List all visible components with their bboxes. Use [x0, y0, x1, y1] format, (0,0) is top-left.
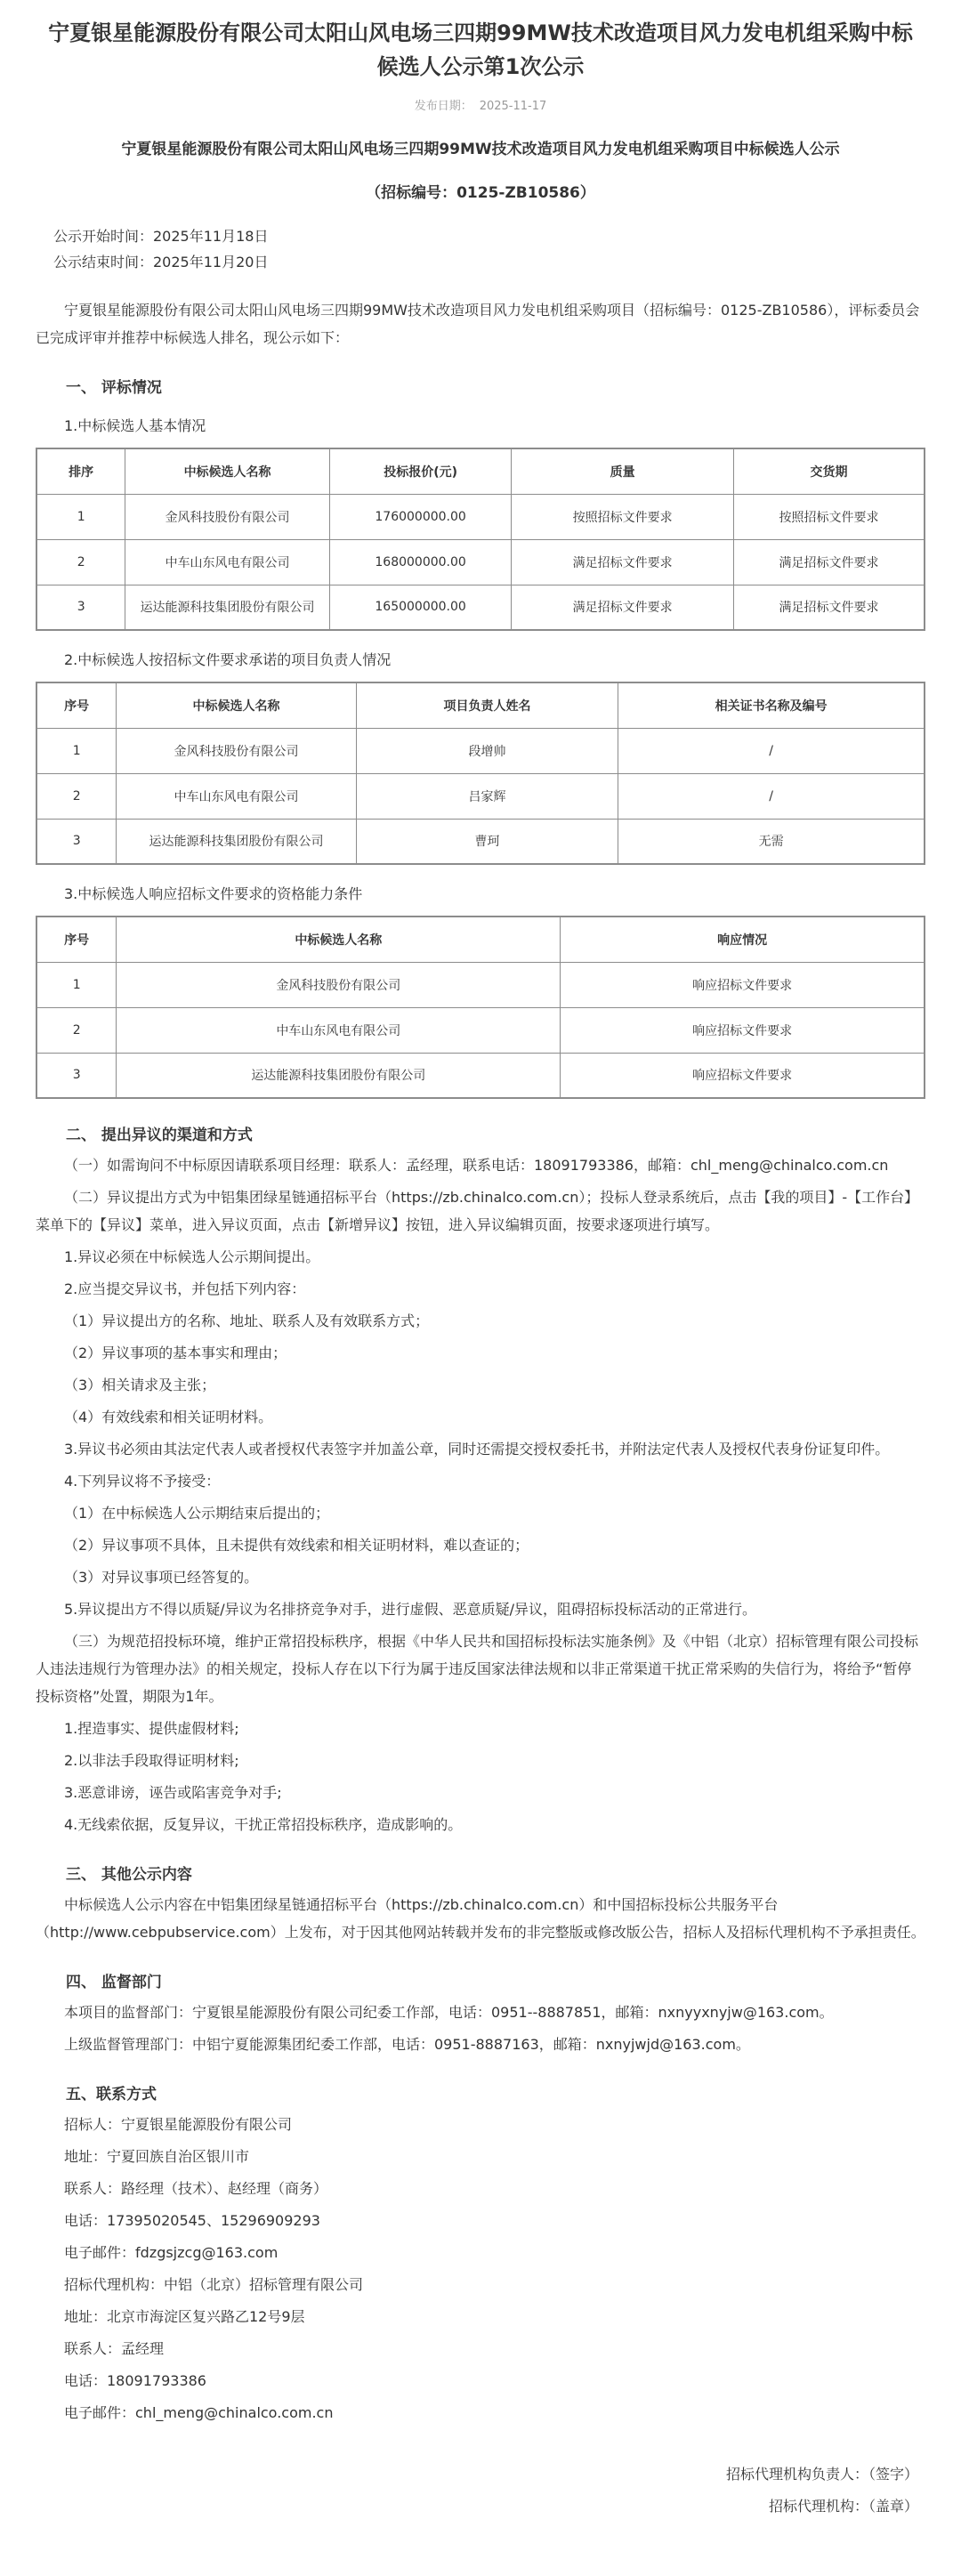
table-cell: 曹珂 [356, 819, 618, 864]
objection-paragraph: 2.以非法手段取得证明材料; [64, 1752, 239, 1769]
section4-heading: 四、 监督部门 [66, 1974, 162, 1991]
section1-sub3-heading: 3.中标候选人响应招标文件要求的资格能力条件 [64, 885, 363, 902]
objection-paragraph: （3）相关请求及主张； [64, 1377, 216, 1393]
section2-heading: 二、 提出异议的渠道和方式 [66, 1126, 253, 1144]
agency-sign-line: 招标代理机构负责人：（签字） [725, 2466, 918, 2483]
table-cell: 1 [36, 728, 117, 773]
notice-subtitle: 宁夏银星能源股份有限公司太阳山风电场三四期99MW技术改造项目风力发电机组采购项目中标候选人公示 [121, 141, 840, 158]
table-row [36, 539, 925, 585]
objection-paragraph: （1）在中标候选人公示期结束后提出的； [64, 1505, 330, 1522]
table-cell: 满足招标文件要求 [512, 539, 734, 585]
contact-line-agency-phone: 电话：18091793386 [64, 2372, 206, 2389]
section5-heading: 五、联系方式 [66, 2086, 157, 2104]
publicity-end-time: 公示结束时间：2025年11月20日 [53, 254, 269, 271]
table-cell: 按照招标文件要求 [512, 494, 734, 539]
qualification-response-table [36, 916, 925, 1099]
candidates-basic-table [36, 448, 925, 631]
section1-sub2-heading: 2.中标候选人按招标文件要求承诺的项目负责人情况 [64, 651, 392, 668]
table-cell: 吕家辉 [356, 773, 618, 819]
table-row [36, 585, 925, 630]
table-cell: 176000000.00 [329, 494, 512, 539]
objection-paragraph: （4）有效线索和相关证明材料。 [64, 1409, 273, 1425]
table-cell: 段增帅 [356, 728, 618, 773]
intro-paragraph: 宁夏银星能源股份有限公司太阳山风电场三四期99MW技术改造项目风力发电机组采购项目（招标编号：0125-ZB10586），评标委员会已完成评审并推荐中标候选人排名，现公示如下： [36, 302, 920, 346]
table-cell: 金风科技股份有限公司 [125, 494, 330, 539]
objection-paragraph: 5.异议提出方不得以质疑/异议为名排挤竞争对手，进行虚假、恶意质疑/异议，阻碍招标投标活动的正常进行。 [64, 1601, 757, 1618]
table-cell: 响应招标文件要求 [561, 962, 925, 1007]
table-cell: / [618, 728, 925, 773]
supervision-paragraph: 本项目的监督部门：宁夏银星能源股份有限公司纪委工作部，电话：0951--8887851，邮箱：nxnyyxnyjw@163.com。 [64, 2004, 834, 2021]
objection-paragraph: （1）异议提出方的名称、地址、联系人及有效联系方式； [64, 1312, 430, 1329]
publicity-period [36, 223, 925, 275]
column-header: 排序 [36, 448, 125, 494]
table-cell: 1 [36, 962, 117, 1007]
objection-paragraph: 1.捏造事实、提供虚假材料; [64, 1720, 239, 1737]
objection-paragraph: 3.恶意诽谤，诬告或陷害竞争对手; [64, 1784, 282, 1801]
section3-heading: 三、 其他公示内容 [66, 1866, 192, 1884]
table-header-row [36, 682, 925, 728]
table-row [36, 494, 925, 539]
signature-block [36, 2459, 925, 2523]
objection-paragraph: 2.应当提交异议书，并包括下列内容： [64, 1280, 306, 1297]
table-cell: 中车山东风电有限公司 [125, 539, 330, 585]
publish-date-row [36, 96, 925, 113]
column-header: 交货期 [733, 448, 925, 494]
column-header: 质量 [512, 448, 734, 494]
column-header: 序号 [36, 682, 117, 728]
column-header: 中标候选人名称 [125, 448, 330, 494]
tender-number: （招标编号：0125-ZB10586） [366, 184, 595, 202]
table-header-row [36, 917, 925, 962]
column-header: 中标候选人名称 [117, 917, 561, 962]
table-row [36, 1007, 925, 1053]
objection-paragraph: （3）对异议事项已经答复的。 [64, 1569, 259, 1586]
objection-paragraph: 3.异议书必须由其法定代表人或者授权代表签字并加盖公章，同时还需提交授权委托书，并附法定代表人及授权代表身份证复印件。 [64, 1441, 890, 1458]
column-header: 项目负责人姓名 [356, 682, 618, 728]
contact-line-tenderer-phone: 电话：17395020545、15296909293 [64, 2212, 320, 2229]
publish-date-label: 发布日期： [414, 100, 472, 113]
contact-line-agency-email: 电子邮件：chl_meng@chinalco.com.cn [64, 2404, 334, 2421]
contact-line-tenderer-contacts: 联系人：路经理（技术）、赵经理（商务） [64, 2180, 328, 2197]
supervision-paragraph: 上级监督管理部门：中铝宁夏能源集团纪委工作部，电话：0951-8887163，邮箱：nxnyjwjd@163.com。 [64, 2036, 750, 2053]
table-row [36, 962, 925, 1007]
table-cell: 金风科技股份有限公司 [117, 962, 561, 1007]
table-header-row [36, 448, 925, 494]
table-cell: 满足招标文件要求 [512, 585, 734, 630]
table-cell: 3 [36, 819, 117, 864]
table-cell: 无需 [618, 819, 925, 864]
objection-paragraph: （一）如需询问不中标原因请联系项目经理：联系人：孟经理，联系电话：18091793386，邮箱：chl_meng@chinalco.com.cn [64, 1157, 889, 1174]
table-row [36, 819, 925, 864]
contact-line-tenderer-email: 电子邮件：fdzgsjzcg@163.com [64, 2244, 279, 2261]
table-cell: 中车山东风电有限公司 [117, 773, 356, 819]
table-cell: 金风科技股份有限公司 [117, 728, 356, 773]
table-cell: 满足招标文件要求 [733, 539, 925, 585]
objection-paragraph: （三）为规范招投标环境，维护正常招投标秩序，根据《中华人民共和国招标投标法实施条例》及《中铝（北京）招标管理有限公司投标人违法违规行为管理办法》的相关规定，投标人存在以下行为属于违反国家法律法规和以非正常渠道干扰正常采购的失信行为，将给予“暂停投标资格”处置，期限为1年。 [36, 1633, 919, 1705]
objection-paragraph: 1.异议必须在中标候选人公示期间提出。 [64, 1248, 320, 1265]
publicity-start-time: 公示开始时间：2025年11月18日 [53, 228, 269, 245]
other-publicity-paragraph: 中标候选人公示内容在中铝集团绿星链通招标平台（https://zb.chinalco.com.cn）和中国招标投标公共服务平台（http://www.cebpubservice.com）上发布，对于因其他网站转载并发布的非完整版或修改版公告，招标人及招标代理机构不予承担责任。 [36, 1896, 925, 1941]
contact-line-tenderer-address: 地址：宁夏回族自治区银川市 [64, 2148, 250, 2165]
objection-paragraph: 4.无线索依据，反复异议，干扰正常招投标秩序，造成影响的。 [64, 1816, 463, 1833]
objection-paragraph: （二）异议提出方式为中铝集团绿星链通招标平台（https://zb.chinalco.com.cn）；投标人登录系统后，点击【我的项目】-【工作台】菜单下的【异议】菜单，进入异议页面，点击【新增异议】按钮，进入异议编辑页面，按要求逐项进行填写。 [36, 1189, 919, 1233]
publish-date-value: 2025-11-17 [479, 100, 547, 113]
table-cell: 运达能源科技集团股份有限公司 [117, 819, 356, 864]
table-cell: 2 [36, 1007, 117, 1053]
column-header: 投标报价(元) [329, 448, 512, 494]
objection-paragraph: 4.下列异议将不予接受： [64, 1473, 221, 1490]
column-header: 中标候选人名称 [117, 682, 356, 728]
table-cell: 165000000.00 [329, 585, 512, 630]
contact-line-agency: 招标代理机构：中铝（北京）招标管理有限公司 [64, 2276, 364, 2293]
table-row [36, 1053, 925, 1098]
column-header: 响应情况 [561, 917, 925, 962]
table-cell: 运达能源科技集团股份有限公司 [117, 1053, 561, 1098]
page-title: 宁夏银星能源股份有限公司太阳山风电场三四期99MW技术改造项目风力发电机组采购中标候选人公示第1次公示 [48, 20, 913, 79]
table-cell: / [618, 773, 925, 819]
project-leaders-table [36, 682, 925, 865]
table-row [36, 728, 925, 773]
table-cell: 3 [36, 1053, 117, 1098]
column-header: 序号 [36, 917, 117, 962]
table-cell: 响应招标文件要求 [561, 1007, 925, 1053]
table-cell: 2 [36, 773, 117, 819]
table-cell: 中车山东风电有限公司 [117, 1007, 561, 1053]
column-header: 相关证书名称及编号 [618, 682, 925, 728]
objection-paragraph: （2）异议事项的基本事实和理由； [64, 1345, 287, 1361]
table-cell: 按照招标文件要求 [733, 494, 925, 539]
table-cell: 运达能源科技集团股份有限公司 [125, 585, 330, 630]
table-cell: 1 [36, 494, 125, 539]
table-cell: 3 [36, 585, 125, 630]
table-cell: 2 [36, 539, 125, 585]
section1-heading: 一、 评标情况 [66, 379, 162, 397]
table-cell: 满足招标文件要求 [733, 585, 925, 630]
section1-sub1-heading: 1.中标候选人基本情况 [64, 417, 206, 434]
agency-seal-line: 招标代理机构：（盖章） [768, 2498, 918, 2515]
table-cell: 168000000.00 [329, 539, 512, 585]
objection-paragraph: （2）异议事项不具体，且未提供有效线索和相关证明材料，难以查证的； [64, 1537, 529, 1554]
contact-line-agency-contact: 联系人：孟经理 [64, 2340, 165, 2357]
contact-line-tenderer: 招标人：宁夏银星能源股份有限公司 [64, 2116, 293, 2133]
table-row [36, 773, 925, 819]
table-cell: 响应招标文件要求 [561, 1053, 925, 1098]
contact-line-agency-address: 地址：北京市海淀区复兴路乙12号9层 [64, 2308, 305, 2325]
